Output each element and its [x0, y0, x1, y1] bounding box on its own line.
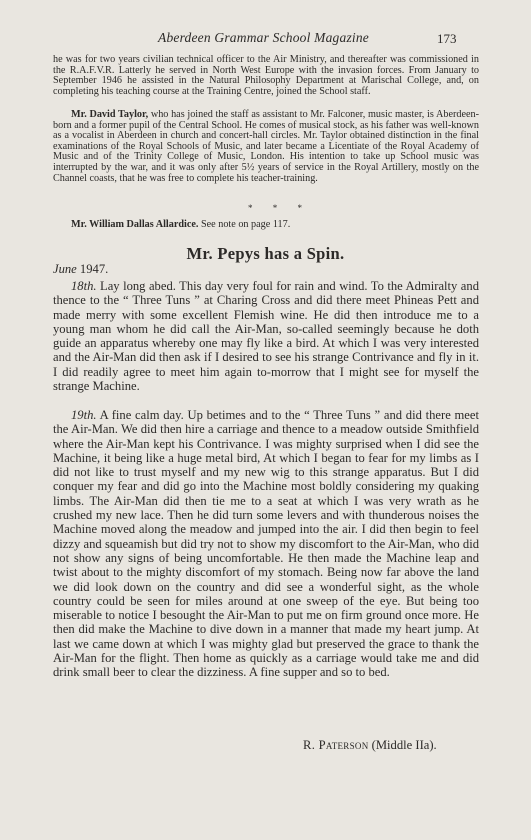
- staff-name-david-taylor: Mr. David Taylor,: [71, 109, 149, 120]
- note-text: he was for two years civilian technical officer to the Air Ministry, and thereafter was commissioned in the R.A.F.V.R. Latterly he served in North West Europe with the invasion forces. From January to September 1946 he assisted in the Natural Philosophy Department at Marischal College, and, on completing his teaching course at the Training Centre, joined the School staff.: [53, 54, 479, 97]
- separator-star: *: [248, 203, 253, 213]
- note-text: See note on page 117.: [198, 219, 291, 230]
- dateline-month: June: [53, 262, 77, 276]
- author-name: R. Paterson: [303, 738, 369, 752]
- entry-text: Lay long abed. This day very foul for rain and wind. To the Admiralty and thence to the “ Three Tuns ” at Charing Cross and did there meet Phineas Pett and made merry with some excellent Flemish wine. He did then introduce me to a young man whom he did call the Air-Man, so-called seemingly because he doth guide an apparatus whereby one may fly like a bird. At which I was very interested and the Air-Man did then ask if I desired to see his strange Contrivance and fly in it. I did readily agree to meet him again to-morrow that I might see for myself the strange Machine.: [53, 279, 479, 394]
- entry-date: 19th.: [71, 408, 97, 422]
- dateline-year: 1947.: [76, 262, 109, 276]
- staff-name-allardice: Mr. William Dallas Allardice.: [71, 219, 199, 230]
- article-title: Mr. Pepys has a Spin.: [186, 244, 345, 263]
- page-number: 173: [437, 31, 457, 46]
- entry-date: 18th.: [71, 279, 97, 293]
- note-paragraph-previous-staff: [53, 55, 479, 97]
- diary-entry-19th: [53, 408, 479, 680]
- running-title: Aberdeen Grammar School Magazine: [158, 30, 369, 45]
- separator-star: *: [297, 203, 302, 213]
- note-paragraph-allardice: [53, 220, 479, 231]
- diary-dateline: [53, 262, 108, 277]
- author-signature: [303, 738, 437, 753]
- author-class: (Middle IIa).: [368, 738, 437, 752]
- entry-text: A fine calm day. Up betimes and to the “ Three Tuns ” and did there meet the Air-Man. We did then hire a carriage and thence to a meadow outside Smithfield where the Air-Man kept his Contrivance. I was mighty surprised when I did see the Machine, it being like a huge metal bird, At which I began to fear for my limbs as I did not like to trust myself and my new wig to this strange apparatus. But I did conquer my fear and did go into the Machine most boldly considering my quaking limbs. The Air-Man did then tie me to a seat at which I was very wrath as he crushed my new lace. Then he did turn some levers and with thunderous noises the Machine moved along the meadow and jumped into the air. I did then begin to feel dizzy and squeamish but did try not to show my discomfort to the Air-Man, who did not show any signs of being uncomfortable. He then made the Machine leap and twist about to the mighty discomfort of my stomach. Being now far above the land we did look down on the country and did see a wonderful sight, as the whole country could be seen for miles around at one sweep of the eye. But being too miserable to notice I besought the Air-Man to put me on firm ground once more. He then did make the Machine to dive down in a manner that made my heart jump. At last we came down at which I was mighty glad but preserved the grace to thank the Air-Man for the flight. Then home as quickly as a carriage would take me and did drink small beer to clear the dizziness. A fine supper and so to bed.: [53, 408, 479, 680]
- section-separator: [248, 203, 302, 213]
- note-paragraph-david-taylor: [53, 110, 479, 184]
- diary-entry-18th: [53, 279, 479, 393]
- note-text: who has joined the staff as assistant to Mr. Falconer, music master, is Aberdeen-born and a former pupil of the Central School. He comes of musical stock, as his father was well-known as a vocalist in Aberdeen in church and concert-hall circles. Mr. Taylor obtained distinction in the final examinations of the Royal Schools of Music, and later became a Licentiate of the Royal Academy of Music and of the Trinity College of Music, London. His intention to take up School music was interrupted by the war, and it was only after 5½ years of service in the Royal Artillery, mostly on the Channel coasts, that he was free to complete his teacher-training.: [53, 109, 479, 184]
- running-head: [0, 30, 531, 46]
- separator-star: *: [272, 203, 278, 213]
